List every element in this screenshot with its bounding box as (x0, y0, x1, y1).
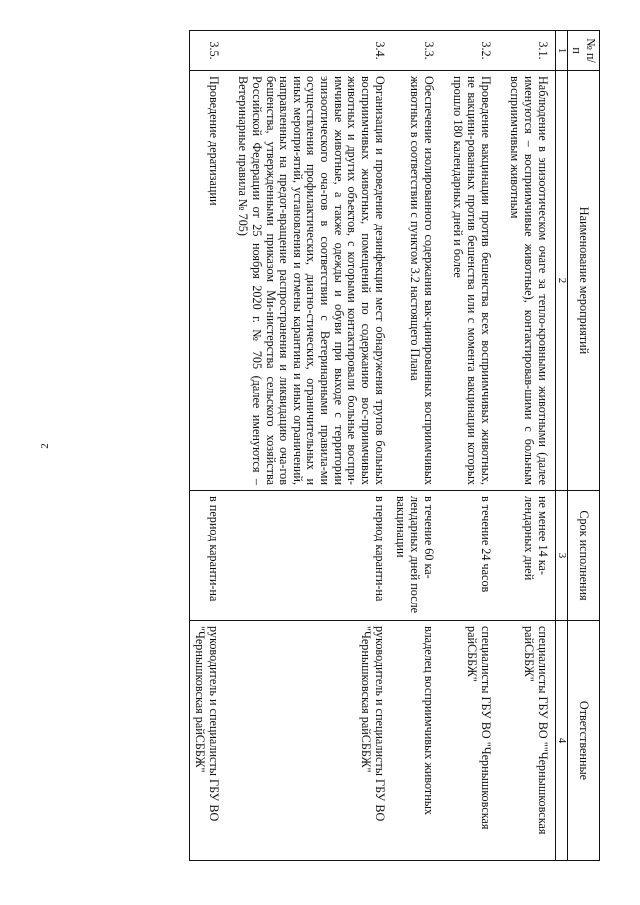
column-number: 4 (555, 621, 567, 861)
table-row (190, 31, 226, 861)
measure-responsible: специалисты ГБУ ВО "Чернышковская райСББЖ" (441, 621, 498, 861)
column-number: 2 (555, 71, 567, 491)
measure-term: в течение 60 ка-лендарных дней после вакцинации (392, 491, 441, 621)
row-number: 3.2. (441, 31, 498, 71)
measure-term: в течение 24 часов (441, 491, 498, 621)
measure-description: Наблюдение в эпизоотическом очаге за тепло-кровными животными (далее именуются – восприимчивые животные), контактировав-шими с больным восприимчивым животным (498, 71, 555, 491)
measure-responsible: владелец восприимчивых животных (392, 621, 441, 861)
measure-description: Проведение дератизации (190, 71, 226, 491)
row-number: 3.1. (498, 31, 555, 71)
measure-responsible: специалисты ГБУ ВО ""Чернышковская райСББЖ" (498, 621, 555, 861)
table-row (441, 31, 498, 861)
measure-description: Организация и проведение дезинфекции мест обнаружения трупов больных восприимчивых животных, помещений по содержанию вос-приимчивых животных и других объектов, с которыми контактировали больные воспри-имчивые животные, а также одежды и обуви при выходе с территории эпизоотического оча-гов в соответствии с Ветеринарными правила-ми осуществления профилактических, диагно-стических, ограничительных и иных меропри-ятий, установления и отмены карантина и иных ограничений, направленных на предот-вращение распространения и ликвидацию оча-гов бешенства, утвержденными приказом Ми-нистерства сельского хозяйства Российской Федерации от 25 ноября 2020 г. № 705 (далее именуются – Ветеринарные правила № 705) (226, 71, 392, 491)
measure-description: Обеспечение изолированного содержания вак-цинированных восприимчивых животных в соответствии с пунктом 3.2 настоящего Плана (392, 71, 441, 491)
table-row (498, 31, 555, 861)
measures-table (189, 30, 600, 861)
column-number: 3 (555, 491, 567, 621)
measure-term: в период каранти-на (190, 491, 226, 621)
row-number: 3.5. (190, 31, 226, 71)
header-number: № п/п (567, 31, 599, 71)
row-number: 3.3. (392, 31, 441, 71)
header-measure: Наименование мероприятий (567, 71, 599, 491)
header-responsible: Ответственные (567, 621, 599, 861)
measure-responsible: руководитель и специалисты ГБУ ВО "Чернышковская райСББЖ" (226, 621, 392, 861)
header-row (567, 31, 599, 861)
row-number: 3.4. (226, 31, 392, 71)
page-number: 2 (38, 443, 51, 449)
column-number-row (555, 31, 567, 861)
measures-table-sheet (100, 30, 600, 860)
measure-description: Проведение вакцинации против бешенства всех восприимчивых животных, не вакцини-рованных против бешенства или с момента вакцинации которых прошло 180 календарных дней и более (441, 71, 498, 491)
measure-responsible: руководитель и специалисты ГБУ ВО "Чернышковская райСББЖ" (190, 621, 226, 861)
header-term: Срок исполнения (567, 491, 599, 621)
column-number: 1 (555, 31, 567, 71)
measure-term: не менее 14 ка-лендарных дней (498, 491, 555, 621)
table-row (392, 31, 441, 861)
table-row (226, 31, 392, 861)
measure-term: в период каранти-на (226, 491, 392, 621)
